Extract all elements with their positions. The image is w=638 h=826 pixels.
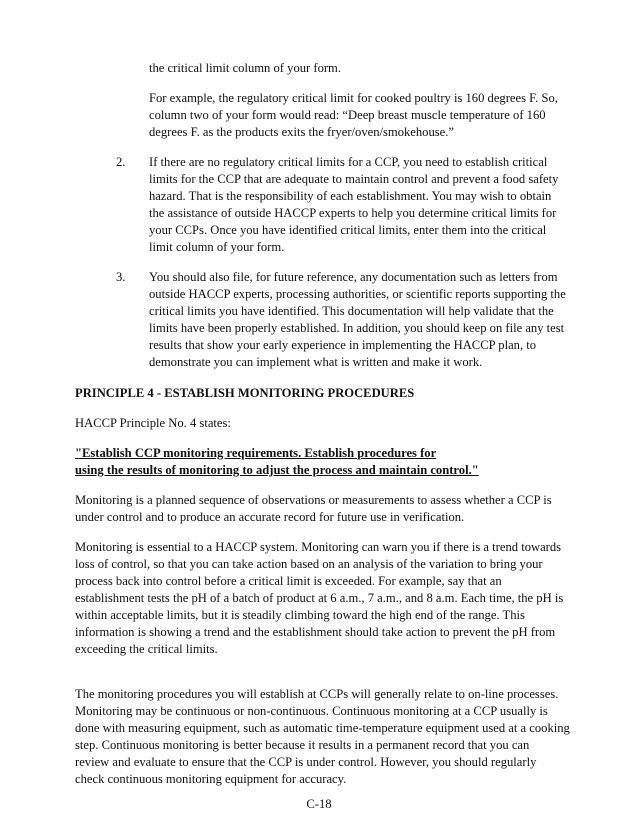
example-line: column two of your form would read: “Deep breast muscle temperature of 160 [149, 108, 546, 122]
item3-line: results that show your early experience in implementing the HACCP plan, to [149, 338, 537, 352]
paragraph-line: review and evaluate to ensure that the CCP is under control. However, you should regularly [75, 755, 537, 769]
paragraph-line: check continuous monitoring equipment for accuracy. [75, 772, 347, 786]
carryover-line: the critical limit column of your form. [149, 61, 342, 75]
paragraph-line: establishment tests the pH of a batch of product at 6 a.m., 7 a.m., and 8 a.m. Each time, the pH is [75, 591, 564, 605]
item3-line: demonstrate you can implement what is written and make it work. [149, 355, 483, 369]
list-item-number: 2. [116, 155, 126, 169]
paragraph-line: done with measuring equipment, such as automatic time-temperature equipment used at a cooking [75, 721, 570, 735]
paragraph-line: under control and to produce an accurate record for future use in verification. [75, 510, 465, 524]
item3-line: outside HACCP experts, processing authorities, or scientific reports supporting the [149, 287, 566, 301]
example-line: degrees F. as the products exits the fryer/oven/smokehouse.” [149, 125, 455, 139]
item2-line: limit column of your form. [149, 240, 285, 254]
paragraph-line: exceeding the critical limits. [75, 642, 218, 656]
item2-line: hazard. That is the responsibility of each establishment. You may wish to obtain [149, 189, 552, 203]
section-heading: PRINCIPLE 4 - ESTABLISH MONITORING PROCEDURES [75, 386, 415, 400]
paragraph-line: Monitoring is essential to a HACCP system. Monitoring can warn you if there is a trend towards [75, 540, 562, 554]
item2-line: the assistance of outside HACCP experts to help you determine critical limits for [149, 206, 557, 220]
item2-line: If there are no regulatory critical limits for a CCP, you need to establish critical [149, 155, 548, 169]
paragraph-line: step. Continuous monitoring is better because it results in a permanent record that you can [75, 738, 530, 752]
paragraph-line: within acceptable limits, but it is steadily climbing toward the high end of the range. This [75, 608, 525, 622]
paragraph-line: loss of control, so that you can take action based on an analysis of the variation to bring your [75, 557, 543, 571]
principle-quote-line: "Establish CCP monitoring requirements. Establish procedures for [75, 446, 437, 460]
paragraph-line: information is showing a trend and the establishment should take action to prevent the pH from [75, 625, 556, 639]
principle-quote-line: using the results of monitoring to adjust the process and maintain control." [75, 463, 479, 477]
page-number: C-18 [306, 797, 332, 811]
item3-line: limits have been properly established. In addition, you should keep on file any test [149, 321, 565, 335]
paragraph-line: The monitoring procedures you will establish at CCPs will generally relate to on-line processes. [75, 687, 559, 701]
principle-intro: HACCP Principle No. 4 states: [75, 416, 231, 430]
paragraph-line: process back into control before a critical limit is exceeded. For example, say that an [75, 574, 502, 588]
item2-line: limits for the CCP that are adequate to maintain control and prevent a food safety [149, 172, 559, 186]
example-line: For example, the regulatory critical limit for cooked poultry is 160 degrees F. So, [149, 91, 558, 105]
paragraph-line: Monitoring is a planned sequence of observations or measurements to assess whether a CCP is [75, 493, 552, 507]
item2-line: your CCPs. Once you have identified critical limits, enter them into the critical [149, 223, 547, 237]
item3-line: You should also file, for future reference, any documentation such as letters from [149, 270, 558, 284]
item3-line: critical limits you have identified. This documentation will help validate that the [149, 304, 554, 318]
paragraph-line: Monitoring may be continuous or non-continuous. Continuous monitoring at a CCP usually is [75, 704, 548, 718]
list-item-number: 3. [116, 270, 126, 284]
